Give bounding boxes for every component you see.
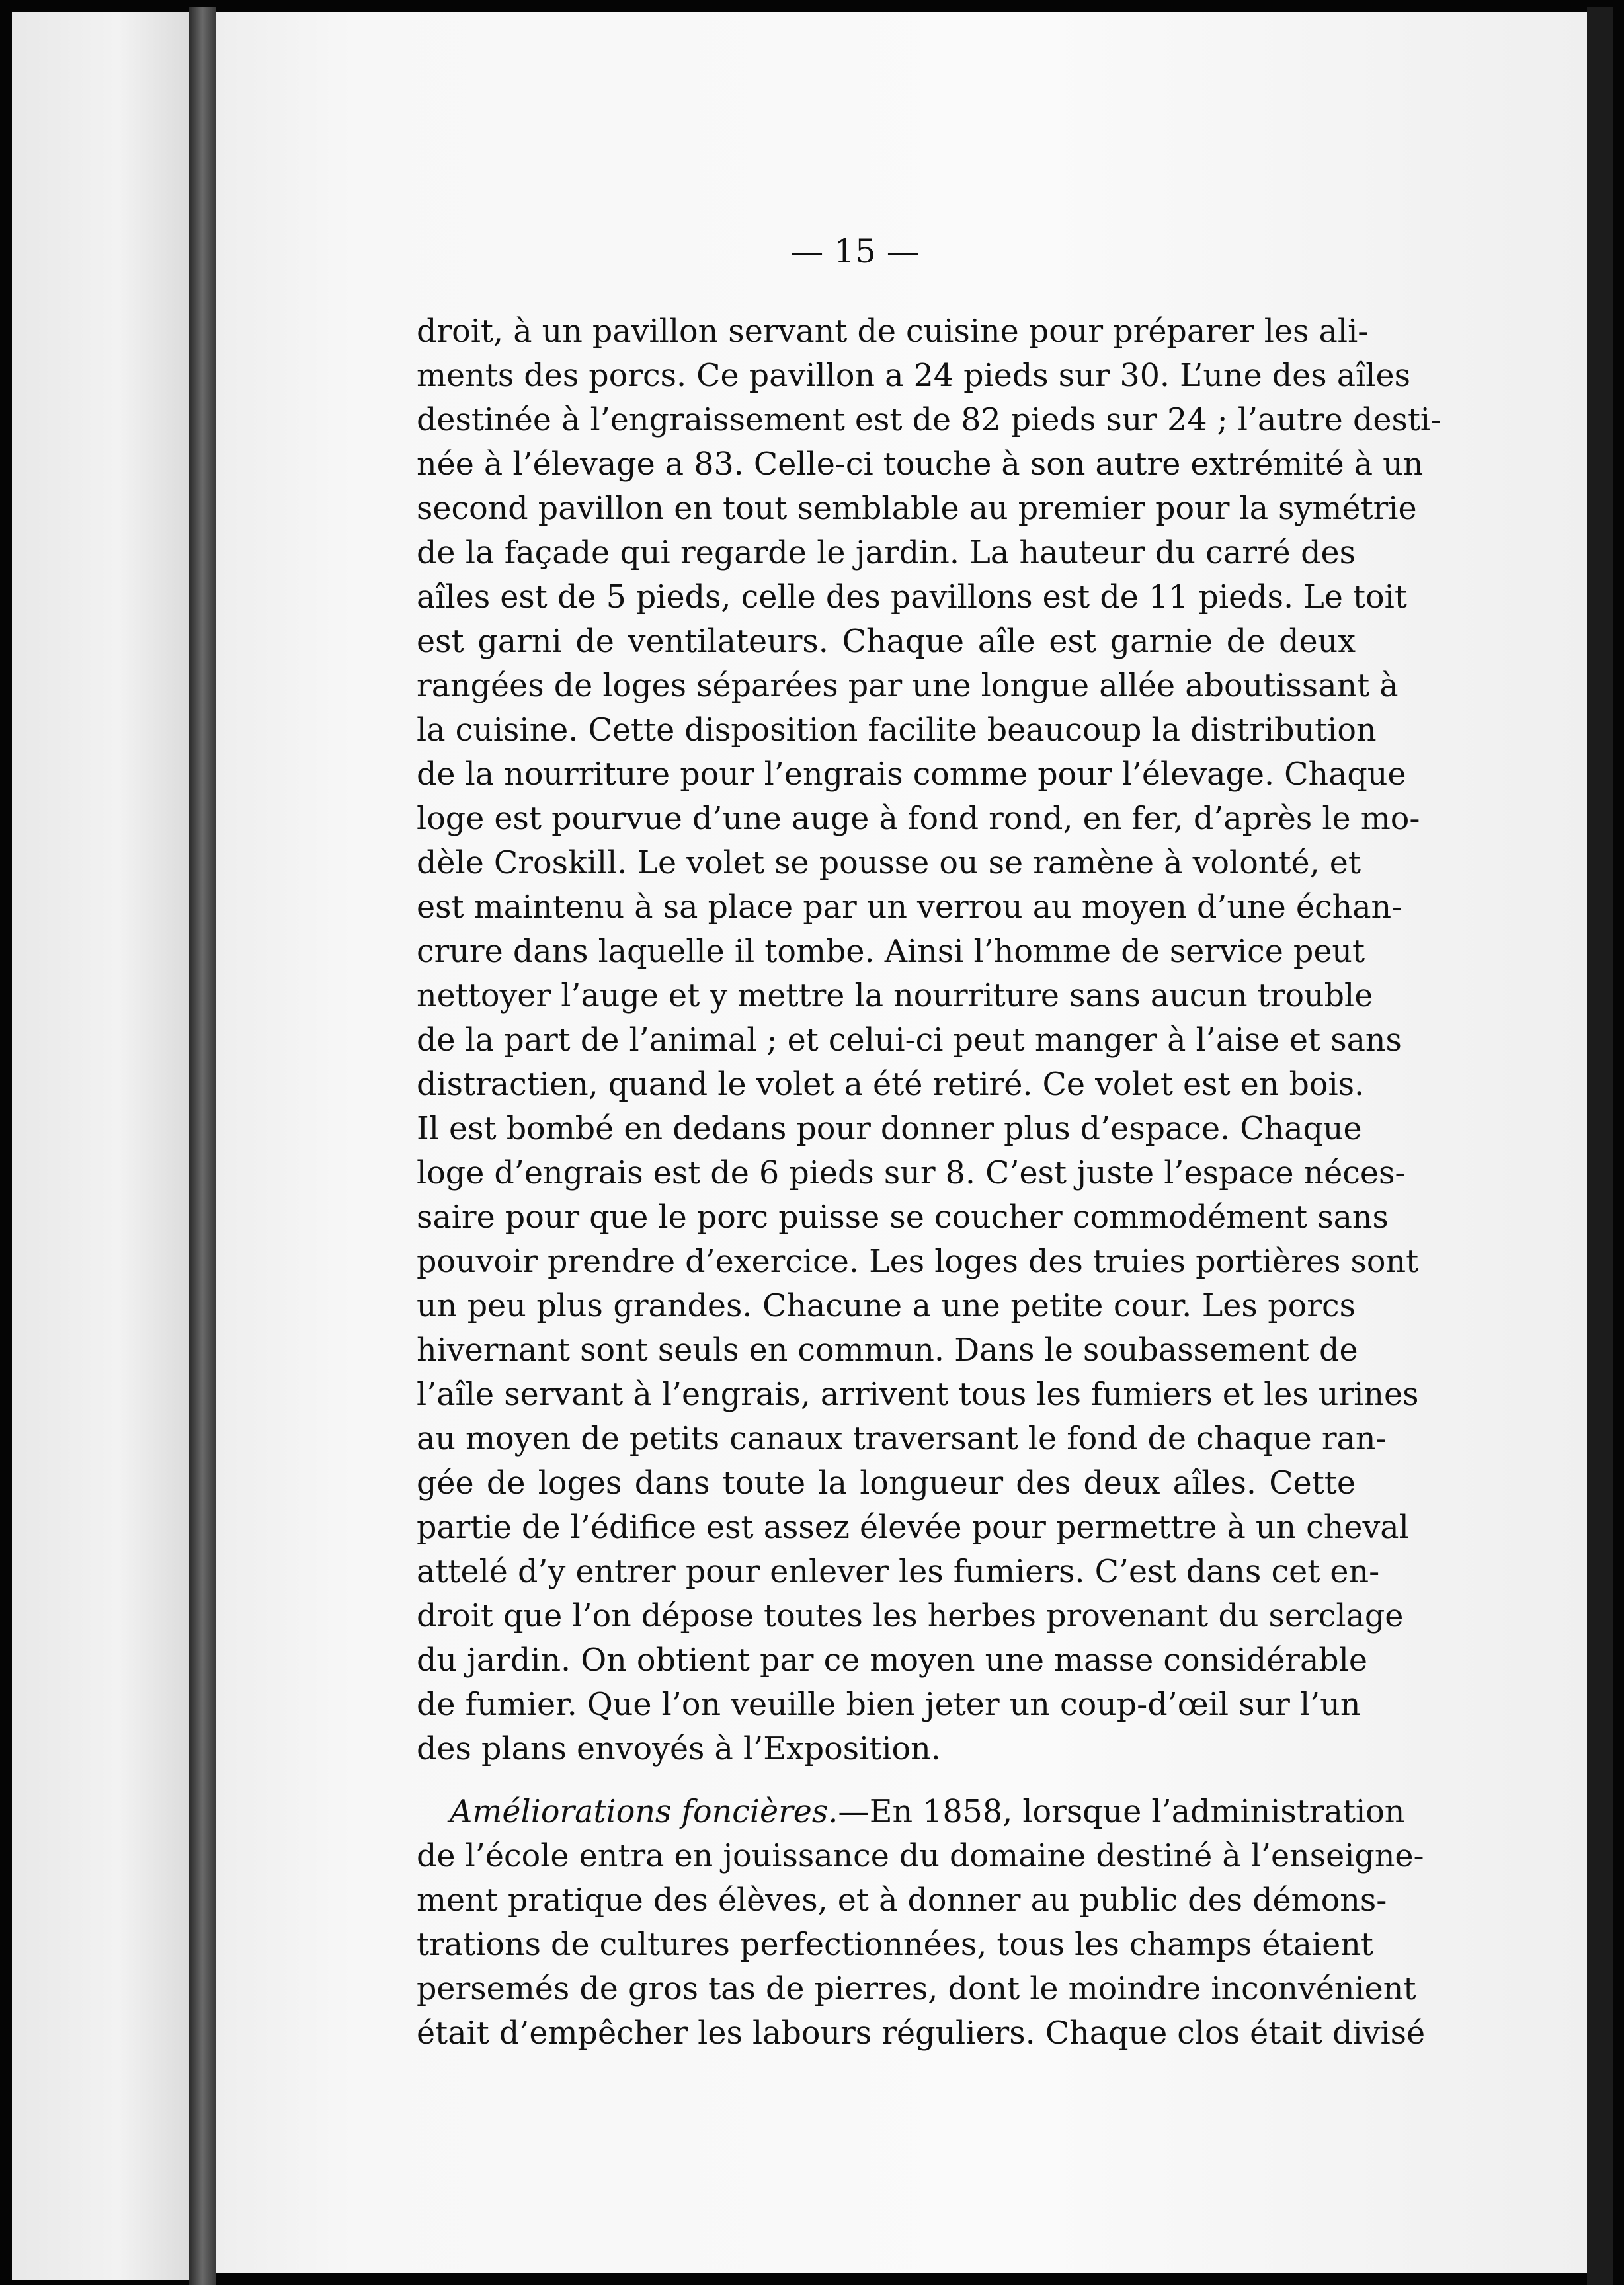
text-line: aîles est de 5 pieds, celle des pavillons est de 11 pieds. Le toit <box>417 579 1407 616</box>
text-line: ment pratique des élèves, et à donner au public des démons- <box>417 1882 1387 1919</box>
text-line: partie de l’édifice est assez élevée pour permettre à un cheval <box>417 1509 1409 1546</box>
book-spine <box>189 7 216 2285</box>
text-line: attelé d’y entrer pour enlever les fumiers. C’est dans cet en- <box>417 1554 1380 1590</box>
section-heading: Améliorations foncières. <box>450 1794 838 1830</box>
text-line: Il est bombé en dedans pour donner plus d’espace. Chaque <box>417 1111 1362 1147</box>
text-line <box>417 1790 1405 1834</box>
text-line: au moyen de petits canaux traversant le fond de chaque ran- <box>417 1421 1387 1457</box>
text-line: est garni de ventilateurs. Chaque aîle est garnie de deux <box>417 623 1356 660</box>
text-line: gée de loges dans toute la longueur des deux aîles. Cette <box>417 1465 1356 1502</box>
text-line: nettoyer l’auge et y mettre la nourriture sans aucun trouble <box>417 978 1373 1014</box>
text-line: droit que l’on dépose toutes les herbes provenant du serclage <box>417 1598 1404 1634</box>
left-page-edge <box>12 12 189 2280</box>
text-line: second pavillon en tout semblable au premier pour la symétrie <box>417 491 1417 527</box>
text-line: de la façade qui regarde le jardin. La hauteur du carré des <box>417 535 1356 571</box>
text-line: ments des porcs. Ce pavillon a 24 pieds sur 30. L’une des aîles <box>417 358 1410 394</box>
text-line: du jardin. On obtient par ce moyen une masse considérable <box>417 1642 1367 1679</box>
text-line-rest: —En 1858, lorsque l’administration <box>838 1794 1405 1830</box>
text-line: était d’empêcher les labours réguliers. Chaque clos était divisé <box>417 2015 1426 2052</box>
text-line: hivernant sont seuls en commun. Dans le soubassement de <box>417 1332 1358 1369</box>
text-line: née à l’élevage a 83. Celle-ci touche à son autre extrémité à un <box>417 446 1424 483</box>
page-number: — 15 — <box>790 232 920 270</box>
text-line: loge d’engrais est de 6 pieds sur 8. C’est juste l’espace néces- <box>417 1155 1406 1191</box>
right-page-edge <box>1587 7 1613 2285</box>
text-line: trations de cultures perfectionnées, tous les champs étaient <box>417 1927 1373 1963</box>
text-line: dèle Croskill. Le volet se pousse ou se ramène à volonté, et <box>417 845 1361 881</box>
text-line: des plans envoyés à l’Exposition. <box>417 1731 941 1767</box>
text-line: de fumier. Que l’on veuille bien jeter un coup-d’œil sur l’un <box>417 1687 1361 1723</box>
text-line: pouvoir prendre d’exercice. Les loges des truies portières sont <box>417 1244 1419 1280</box>
body-text <box>417 225 1441 2056</box>
text-line: destinée à l’engraissement est de 82 pieds sur 24 ; l’autre desti- <box>417 402 1441 438</box>
text-line: la cuisine. Cette disposition facilite beaucoup la distribution <box>417 712 1377 748</box>
text-line: loge est pourvue d’une auge à fond rond, en fer, d’après le mo- <box>417 801 1420 837</box>
text-line: est maintenu à sa place par un verrou au moyen d’une échan- <box>417 889 1402 926</box>
paragraph-construction <box>417 309 1441 1771</box>
text-line: rangées de loges séparées par une longue allée aboutissant à <box>417 668 1399 704</box>
text-line: un peu plus grandes. Chacune a une petite cour. Les porcs <box>417 1288 1356 1324</box>
text-line: de la part de l’animal ; et celui-ci peut manger à l’aise et sans <box>417 1022 1402 1059</box>
text-line: l’aîle servant à l’engrais, arrivent tous les fumiers et les urines <box>417 1377 1419 1413</box>
text-line: de l’école entra en jouissance du domaine destiné à l’enseigne- <box>417 1838 1424 1874</box>
text-line: distractien, quand le volet a été retiré. Ce volet est en bois. <box>417 1066 1365 1103</box>
text-line: crure dans laquelle il tombe. Ainsi l’homme de service peut <box>417 934 1365 970</box>
text-line: de la nourriture pour l’engrais comme pour l’élevage. Chaque <box>417 756 1406 793</box>
paragraph-ameliorations <box>417 1790 1426 2056</box>
text-line: persemés de gros tas de pierres, dont le moindre inconvénient <box>417 1971 1416 2007</box>
text-line: droit, à un pavillon servant de cuisine pour préparer les ali- <box>417 313 1369 350</box>
text-line: saire pour que le porc puisse se coucher commodément sans <box>417 1199 1389 1236</box>
